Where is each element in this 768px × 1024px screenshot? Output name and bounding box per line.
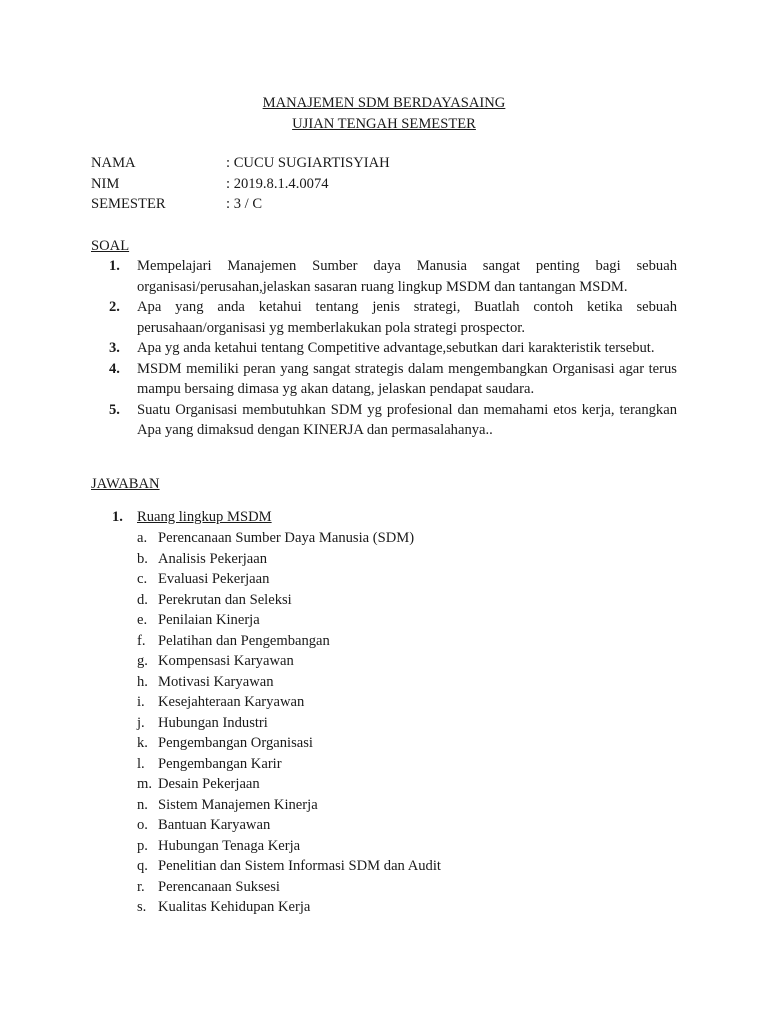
scope-list-item <box>137 795 441 816</box>
answer-number: 1. <box>112 509 123 525</box>
document-title: MANAJEMEN SDM BERDAYASAING <box>262 95 506 111</box>
scope-item-text: Evaluasi Pekerjaan <box>158 571 270 587</box>
student-info <box>91 153 390 215</box>
question-text: Mempelajari Manajemen Sumber daya Manusia sangat penting bagi sebuah organisasi/perusahan,jelaskan sasaran ruang lingkup MSDM dan tantangan MSDM. <box>137 258 677 295</box>
soal-heading: SOAL <box>91 238 130 254</box>
document-subtitle: UJIAN TENGAH SEMESTER <box>292 115 476 132</box>
info-row-nama <box>91 153 390 174</box>
scope-item-text: Pengembangan Organisasi <box>158 735 313 751</box>
scope-item-letter: s. <box>137 899 147 915</box>
scope-list-item <box>137 754 441 775</box>
info-label: SEMESTER <box>91 196 166 212</box>
scope-item-letter: p. <box>137 837 148 854</box>
scope-item-letter: d. <box>137 591 148 608</box>
scope-item-letter: m. <box>137 776 152 792</box>
question-number: 2. <box>109 299 120 315</box>
question-item <box>91 359 677 400</box>
scope-list-item <box>137 590 441 611</box>
scope-item-text: Kompensasi Karyawan <box>158 653 294 669</box>
scope-item-text: Perencanaan Suksesi <box>158 878 280 895</box>
question-number: 4. <box>109 360 120 377</box>
scope-item-text: Kesejahteraan Karyawan <box>158 694 305 710</box>
scope-list-item <box>137 897 441 918</box>
scope-item-letter: q. <box>137 858 148 874</box>
scope-item-letter: i. <box>137 694 145 710</box>
scope-list-item <box>137 692 441 713</box>
info-value: : 2019.8.1.4.0074 <box>226 175 329 192</box>
scope-item-letter: g. <box>137 653 148 669</box>
scope-list-item <box>137 856 441 877</box>
scope-item-letter: b. <box>137 550 148 567</box>
scope-item-text: Hubungan Industri <box>158 714 268 731</box>
scope-item-letter: a. <box>137 530 148 546</box>
question-text: Suatu Organisasi membutuhkan SDM yg profesional dan memahami etos kerja, terangkan Apa yang dimaksud dengan KINERJA dan permasalahanya.. <box>137 401 677 438</box>
question-item <box>91 256 677 297</box>
info-label: NIM <box>91 175 120 192</box>
scope-item-letter: c. <box>137 571 148 587</box>
scope-item-letter: e. <box>137 612 148 628</box>
question-text: Apa yang anda ketahui tentang jenis strategi, Buatlah contoh ketika sebuah perusahaan/organisasi yg memberlakukan pola strategi prospector. <box>137 299 677 336</box>
scope-list-item <box>137 836 441 857</box>
scope-item-text: Pelatihan dan Pengembangan <box>158 632 330 649</box>
scope-list-item <box>137 569 441 590</box>
question-number: 1. <box>109 258 120 274</box>
answer-title-text: Ruang lingkup MSDM <box>137 509 272 525</box>
question-item <box>91 400 677 441</box>
scope-list <box>137 528 441 918</box>
question-number: 5. <box>109 401 120 418</box>
question-text: MSDM memiliki peran yang sangat strategis dalam mengembangkan Organisasi agar terus mampu bersaing dimasa yg akan datang, jelaskan pendapat saudara. <box>137 360 677 397</box>
scope-list-item <box>137 774 441 795</box>
scope-item-letter: h. <box>137 673 148 690</box>
question-list <box>91 256 677 441</box>
question-item <box>91 297 677 338</box>
scope-list-item <box>137 610 441 631</box>
scope-item-text: Perencanaan Sumber Daya Manusia (SDM) <box>158 530 415 546</box>
scope-list-item <box>137 651 441 672</box>
scope-item-text: Desain Pekerjaan <box>158 776 260 792</box>
scope-item-letter: l. <box>137 755 145 772</box>
scope-item-letter: o. <box>137 817 148 833</box>
scope-item-text: Sistem Manajemen Kinerja <box>158 796 318 813</box>
scope-item-letter: k. <box>137 735 148 751</box>
jawaban-heading: JAWABAN <box>91 476 160 492</box>
scope-item-text: Analisis Pekerjaan <box>158 550 268 567</box>
scope-item-letter: j. <box>137 714 145 731</box>
scope-list-item <box>137 528 441 549</box>
scope-list-item <box>137 549 441 570</box>
scope-item-letter: r. <box>137 878 145 895</box>
scope-item-text: Hubungan Tenaga Kerja <box>158 837 301 854</box>
scope-item-text: Motivasi Karyawan <box>158 673 274 690</box>
question-item <box>91 338 677 359</box>
scope-list-item <box>137 713 441 734</box>
info-row-nim <box>91 174 390 195</box>
scope-item-letter: f. <box>137 632 146 649</box>
scope-item-text: Pengembangan Karir <box>158 755 282 772</box>
info-value: : 3 / C <box>226 196 263 212</box>
scope-list-item <box>137 672 441 693</box>
scope-list-item <box>137 631 441 652</box>
question-number: 3. <box>109 340 120 356</box>
scope-list-item <box>137 733 441 754</box>
answer-title <box>91 507 272 528</box>
info-row-semester <box>91 194 390 215</box>
info-label: NAMA <box>91 155 136 171</box>
scope-list-item <box>137 877 441 898</box>
scope-item-text: Penilaian Kinerja <box>158 612 260 628</box>
scope-item-text: Perekrutan dan Seleksi <box>158 591 292 608</box>
scope-item-text: Bantuan Karyawan <box>158 817 271 833</box>
scope-item-letter: n. <box>137 796 148 813</box>
scope-item-text: Penelitian dan Sistem Informasi SDM dan Audit <box>158 858 441 874</box>
title-block <box>0 93 768 134</box>
scope-list-item <box>137 815 441 836</box>
scope-item-text: Kualitas Kehidupan Kerja <box>158 899 311 915</box>
info-value: : CUCU SUGIARTISYIAH <box>226 155 390 171</box>
question-text: Apa yg anda ketahui tentang Competitive advantage,sebutkan dari karakteristik tersebut. <box>137 340 655 356</box>
